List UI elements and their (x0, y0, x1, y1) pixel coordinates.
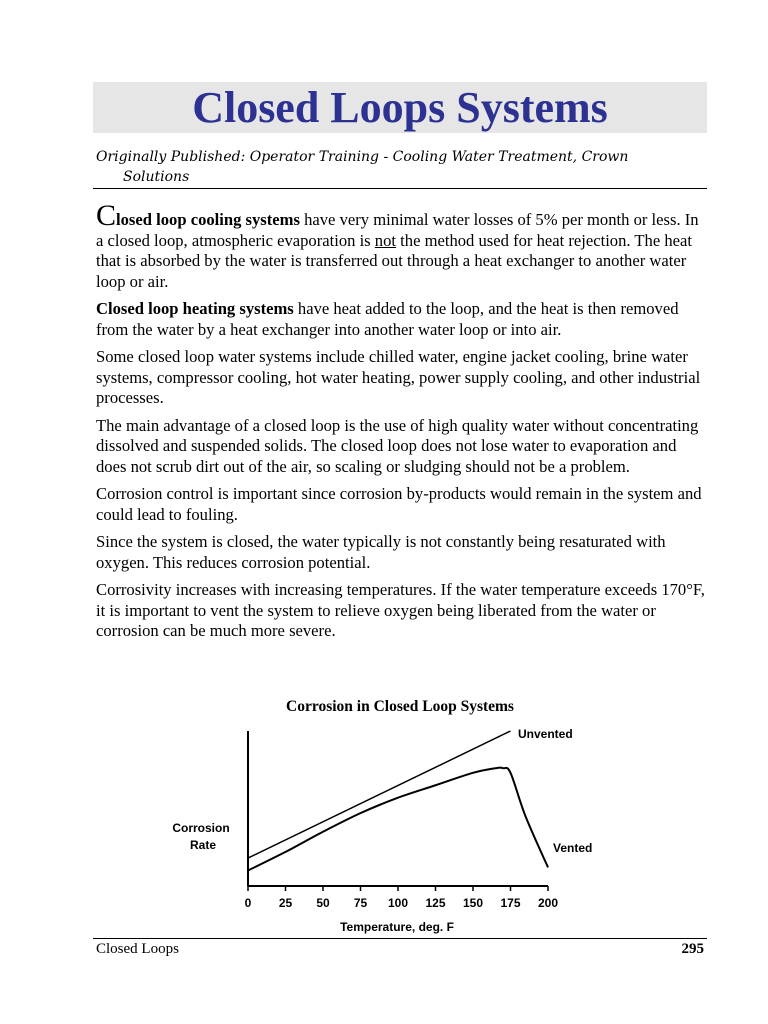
y-axis-label-line-1: Corrosion (172, 821, 230, 835)
publication-line-2: Solutions (123, 169, 190, 185)
paragraph-examples: Some closed loop water systems include chilled water, engine jacket cooling, brine water systems, compressor cooling, hot water heating, power supply cooling, and other industrial processes. (96, 347, 701, 407)
paragraph-corrosion-control: Corrosion control is important since corrosion by-products would remain in the system and could lead to fouling. (96, 484, 702, 524)
chart-title: Corrosion in Closed Loop Systems (286, 698, 514, 715)
cooling-text-b: the method used for heat rejection. The heat that is absorbed by the water is transferred out through a heat exchanger to another water loop or air. (96, 230, 692, 291)
publication-line-1: Originally Published: Operator Training - Cooling Water Treatment, Crown (96, 149, 629, 165)
series-label-vented: Vented (553, 841, 593, 855)
x-tick-label: 175 (500, 896, 521, 910)
x-tick-label: 0 (244, 896, 252, 910)
page-title: Closed Loops Systems (192, 83, 608, 132)
paragraph-temperature: Corrosivity increases with increasing temperatures. If the water temperature exceeds 170°F, it is important to vent the system to relieve oxygen being liberated from the water or corrosion can be much more severe. (96, 580, 705, 640)
paragraph-advantage: The main advantage of a closed loop is the use of high quality water without concentrating dissolved and suspended solids. The closed loop does not lose water to evaporation and does not scrub dirt out of the air, so scaling or sludging should not be a problem. (96, 415, 699, 476)
x-tick-label: 50 (316, 896, 330, 910)
x-tick-label: 150 (462, 896, 484, 910)
footer-divider (93, 938, 707, 939)
x-tick-label: 125 (425, 896, 446, 910)
series-label-unvented: Unvented (518, 727, 573, 741)
x-tick-label: 100 (387, 896, 409, 910)
cooling-term: losed loop cooling systems (116, 210, 300, 229)
footer-section-name: Closed Loops (96, 941, 179, 957)
y-axis-label-line-2: Rate (189, 838, 217, 852)
heating-term: Closed loop heating systems (96, 299, 294, 318)
x-tick-label: 200 (537, 896, 559, 910)
underlined-not: not (374, 230, 397, 250)
x-tick-label: 25 (278, 896, 293, 910)
cooling-text-a: have very minimal water losses of 5% per month or less. In a closed loop, atmospheric evaporation is (96, 210, 699, 250)
series-line-unvented (248, 731, 511, 858)
series-line-vented (248, 768, 548, 871)
paragraph-oxygen: Since the system is closed, the water typically is not constantly being resaturated with oxygen. This reduces corrosion potential. (96, 532, 666, 572)
drop-cap: C (96, 199, 117, 232)
x-tick-label: 75 (353, 896, 368, 910)
x-axis-label: Temperature, deg. F (340, 920, 454, 934)
heating-text: have heat added to the loop, and the heat is then removed from the water by a heat exchanger into another water loop or into air. (96, 299, 679, 339)
page-number: 295 (681, 941, 704, 957)
